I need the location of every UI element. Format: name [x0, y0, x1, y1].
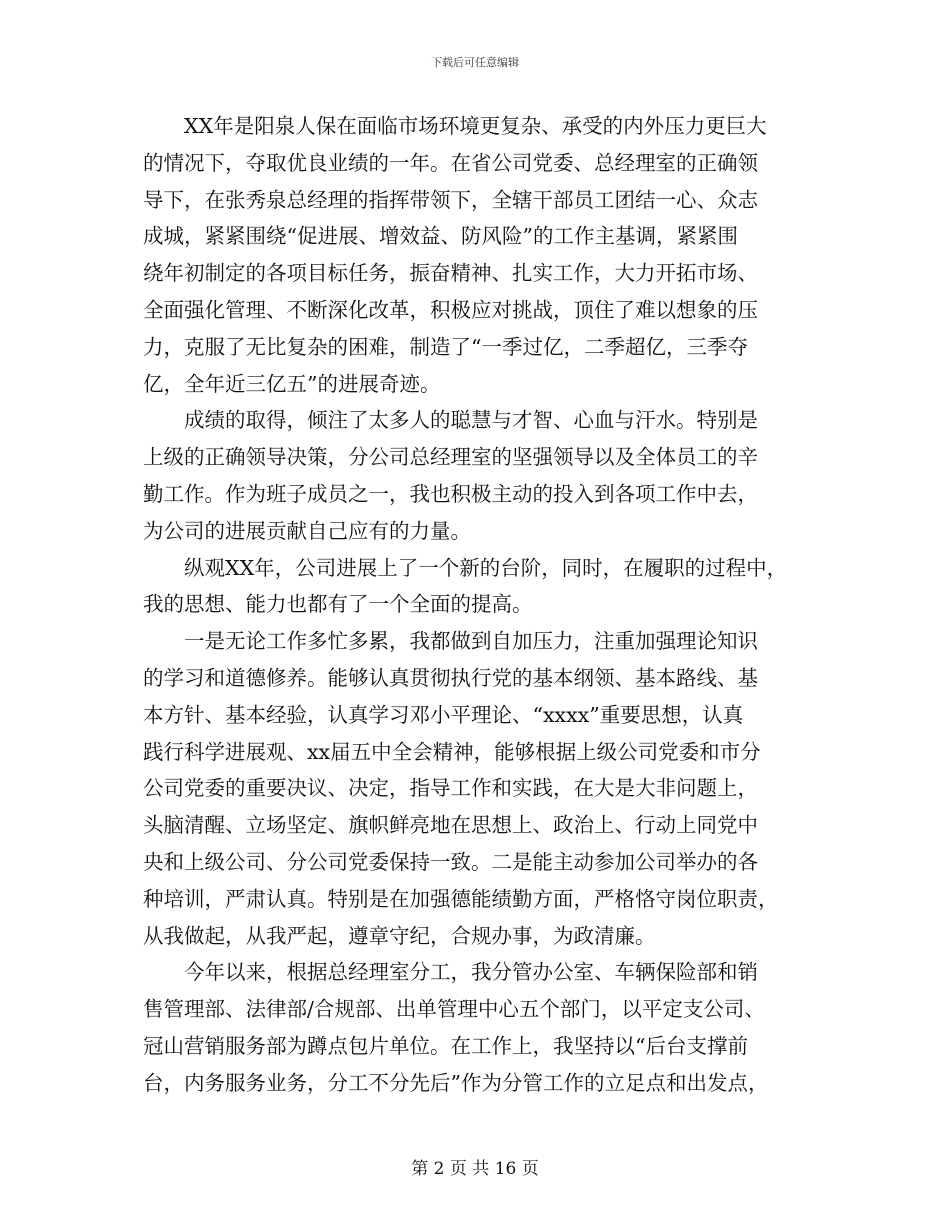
document-body: [143, 108, 811, 1102]
text-line: 的学习和道德修养。能够认真贯彻执行党的基本纲领、基本路线、基: [143, 665, 758, 690]
text-line: 成城，紧紧围绕“促进展、增效益、防风险”的工作主基调，紧紧围: [143, 224, 738, 249]
text-line: 的情况下，夺取优良业绩的一年。在省公司党委、总经理室的正确领: [143, 150, 758, 175]
text-line: 本方针、基本经验，认真学习邓小平理论、“xxxx”重要思想，认真: [143, 702, 744, 727]
paragraph-5: [143, 954, 811, 1101]
page-header: 下载后可任意编辑: [431, 56, 519, 69]
paragraph-1: [143, 108, 811, 402]
text-line: 纵观XX年，公司进展上了一个新的台阶，同时，在履职的过程中，: [184, 555, 788, 580]
text-line: 售管理部、法律部/合规部、出单管理中心五个部门，以平定支公司、: [143, 997, 765, 1022]
paragraph-2: [143, 402, 811, 549]
text-line: 台，内务服务业务，分工不分先后”作为分管工作的立足点和出发点，: [143, 1070, 769, 1095]
text-line: 绕年初制定的各项目标任务，振奋精神、扎实工作，大力开拓市场、: [143, 261, 758, 286]
text-line: XX年是阳泉人保在面临市场环境更复杂、承受的内外压力更巨大: [184, 114, 767, 138]
page-footer: 第 2 页 共 16 页: [411, 1159, 539, 1179]
text-line: 为公司的进展贡献自己应有的力量。: [143, 518, 471, 543]
text-line: 上级的正确领导决策，分公司总经理室的坚强领导以及全体员工的辛: [143, 445, 758, 470]
text-line: 勤工作。作为班子成员之一，我也积极主动的投入到各项工作中去，: [143, 481, 758, 506]
paragraph-4: [143, 623, 811, 954]
text-line: 力，克服了无比复杂的困难，制造了“一季过亿，二季超亿，三季夺: [143, 334, 748, 359]
text-line: 央和上级公司、分公司党委保持一致。二是能主动参加公司举办的各: [143, 849, 758, 874]
text-line: 导下，在张秀泉总经理的指挥带领下，全辖干部员工团结一心、众志: [143, 187, 758, 212]
text-line: 我的思想、能力也都有了一个全面的提高。: [143, 592, 533, 617]
text-line: 种培训，严肃认真。特别是在加强德能绩勤方面，严格恪守岗位职责，: [143, 886, 779, 911]
text-line: 从我做起，从我严起，遵章守纪，合规办事，为政清廉。: [143, 923, 656, 948]
text-line: 践行科学进展观、xx届五中全会精神，能够根据上级公司党委和市分: [143, 739, 761, 764]
text-line: 公司党委的重要决议、决定，指导工作和实践，在大是大非问题上，: [143, 776, 758, 801]
text-line: 亿，全年近三亿五”的进展奇迹。: [143, 371, 441, 396]
text-line: 一是无论工作多忙多累，我都做到自加压力，注重加强理论知识: [184, 629, 758, 654]
text-line: 成绩的取得，倾注了太多人的聪慧与才智、心血与汗水。特别是: [184, 408, 758, 433]
paragraph-3: [143, 550, 811, 624]
text-line: 冠山营销服务部为蹲点包片单位。在工作上，我坚持以“后台支撑前: [143, 1033, 748, 1058]
text-line: 全面强化管理、不断深化改革，积极应对挑战，顶住了难以想象的压: [143, 297, 758, 322]
text-line: 今年以来，根据总经理室分工，我分管办公室、车辆保险部和销: [184, 960, 758, 985]
text-line: 头脑清醒、立场坚定、旗帜鲜亮地在思想上、政治上、行动上同党中: [143, 813, 758, 838]
